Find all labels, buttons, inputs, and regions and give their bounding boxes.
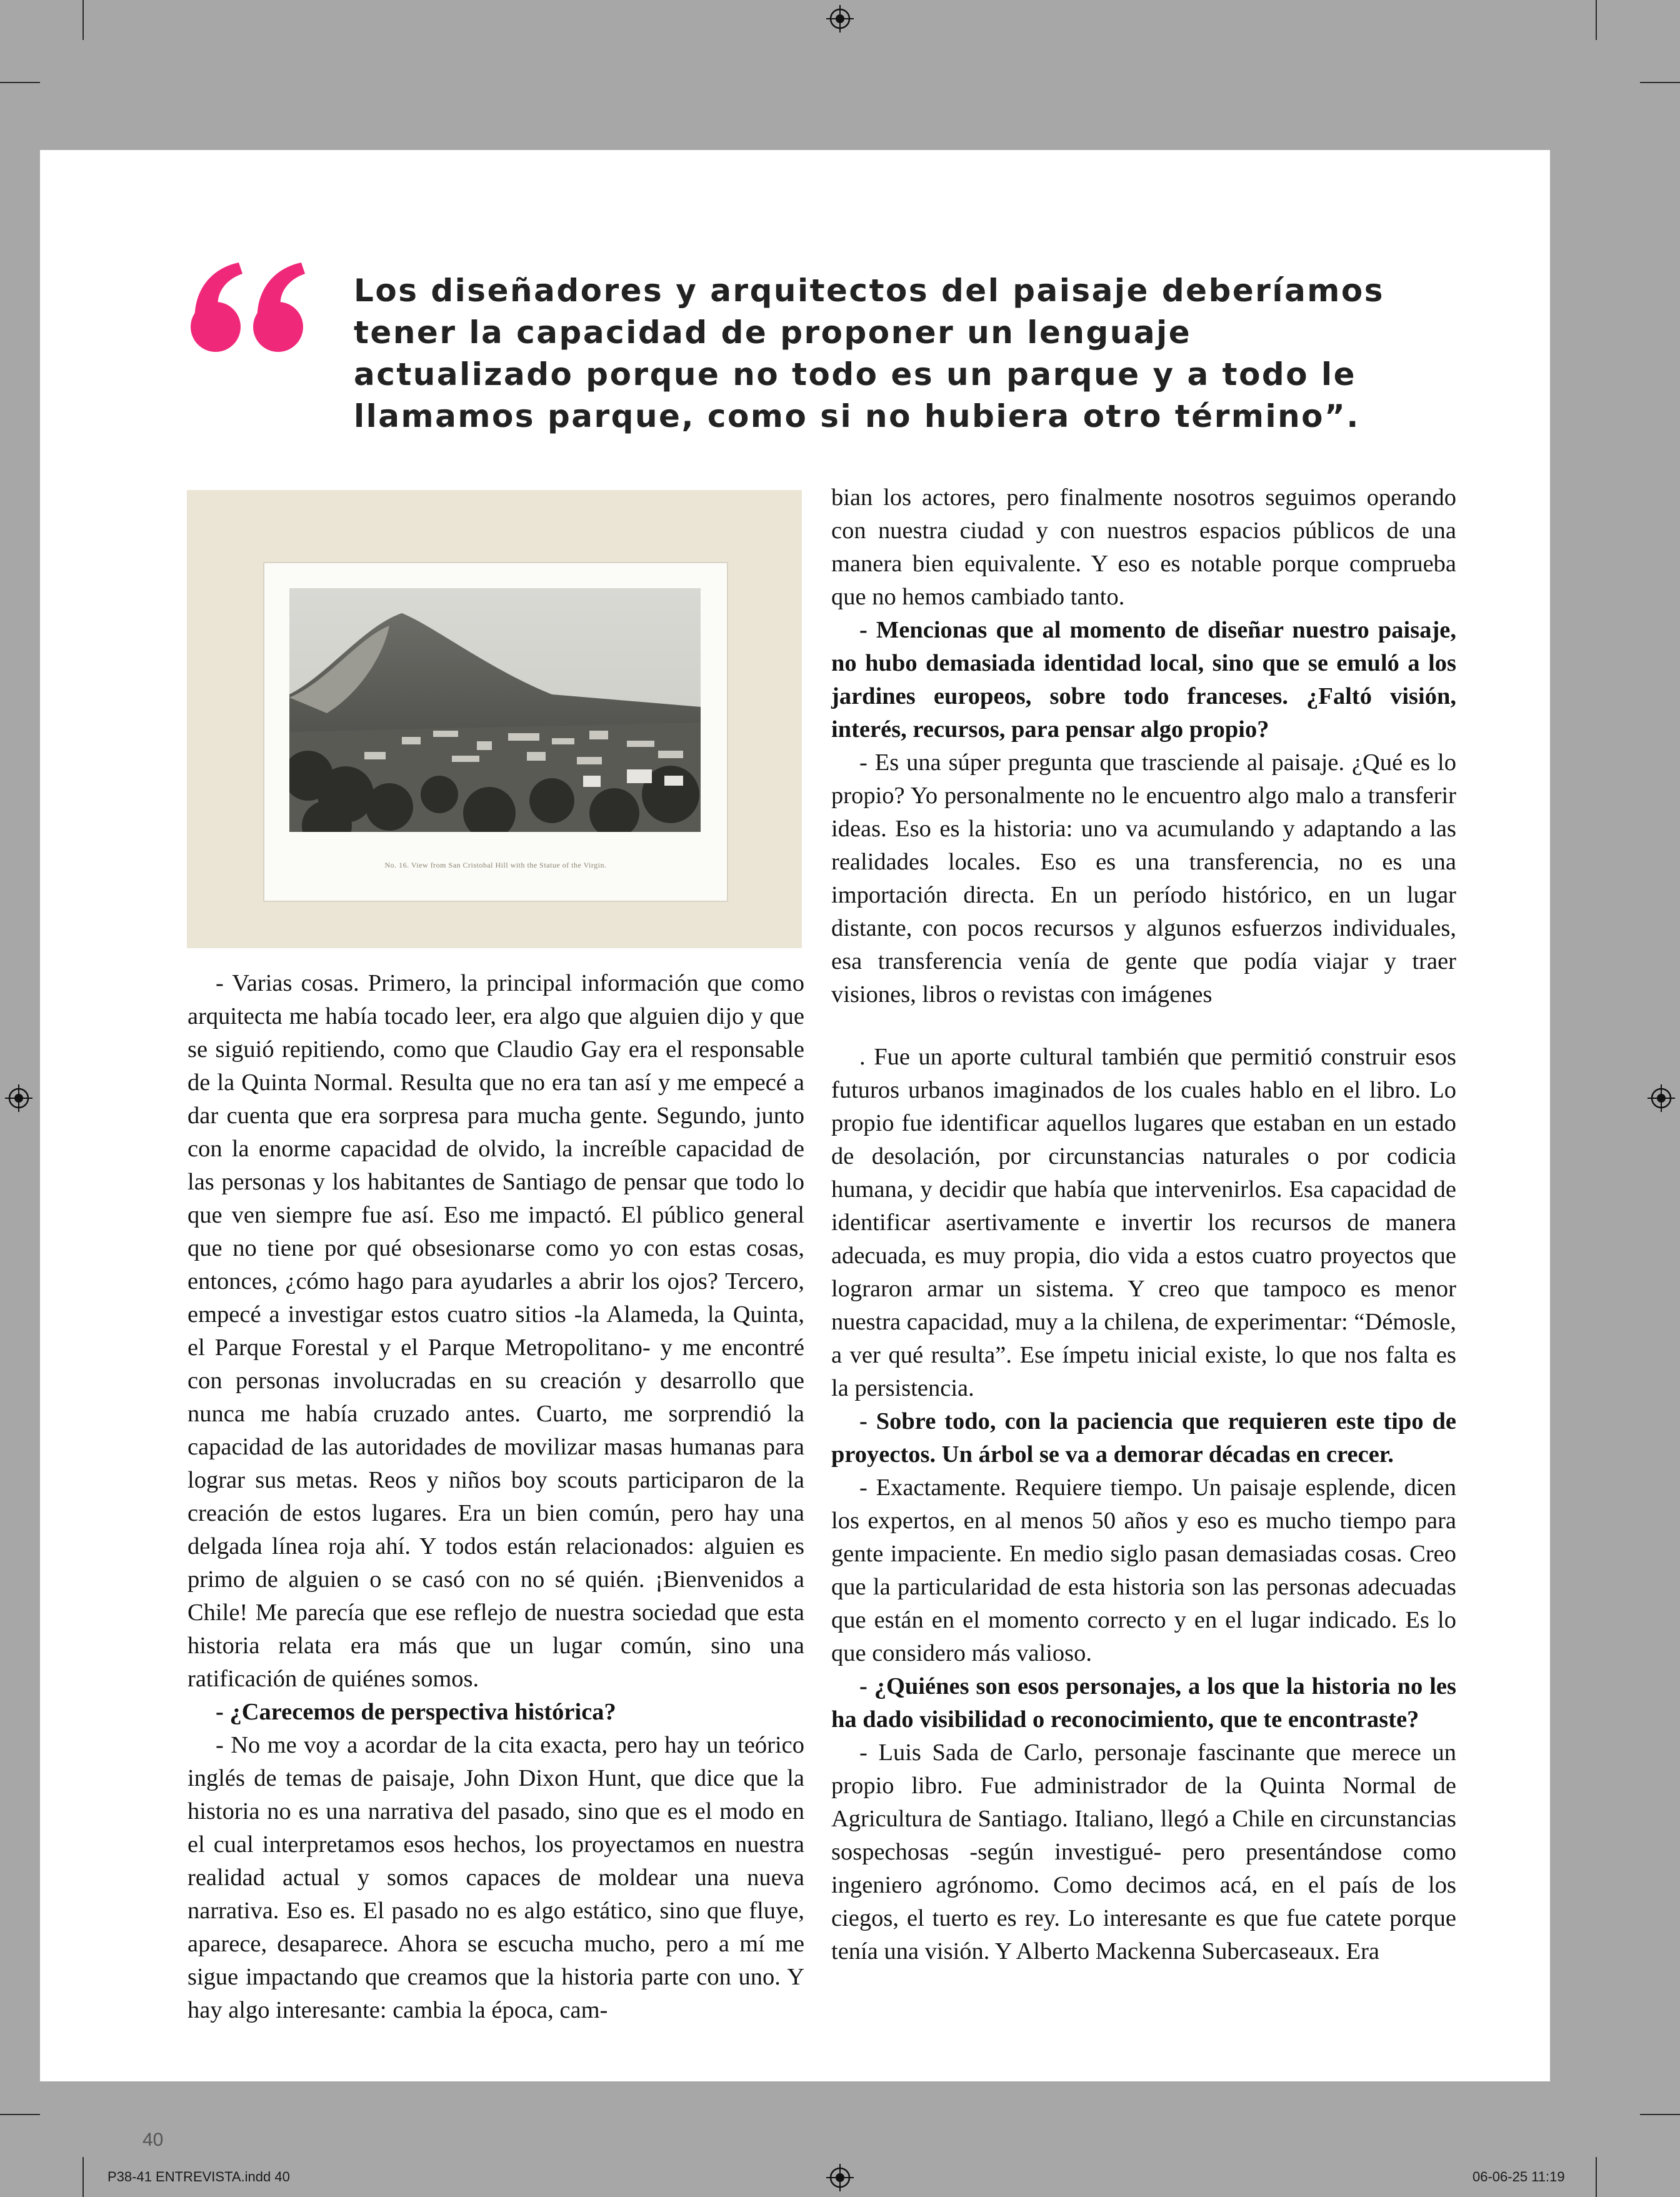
answer-paragraph: - Es una súper pregunta que trasciende al paisaje. ¿Qué es lo propio? Yo personalmente no le encuentro algo malo a transferir ideas. Eso es la historia: uno va acumulando y adaptando a las realidades locales. Eso es una transferencia, no es una importación directa. En un período histórico, en un lugar distante, con pocos recursos y algunos esfuerzos individuales, esa transferencia venía de gente que podía viajar y traer visiones, libros o revistas con imágenes xyxy=(831,749,1456,1008)
answer-paragraph: - No me voy a acordar de la cita exacta, pero hay un teórico inglés de temas de paisaje, John Dixon Hunt, que dice que la historia no es una narrativa del pasado, sino que es el modo en el cual interpretamos esos hechos, los proyectamos en nuestra realidad actual y somos capaces de moldear una nueva narrativa. Eso es. El pasado no es algo estático, sino que fluye, aparece, desaparece. Ahora se escucha mucho, pero a mí me sigue impactando que creamos que la historia parte con uno. Y hay algo interesante: cambia la época, cam- xyxy=(188,1732,804,2023)
answer-paragraph: bian los actores, pero finalmente nosotros seguimos operando con nuestra ciudad y con nuestros espacios públicos de una manera bien equivalente. Y eso es notable porque comprueba que no hemos cambiado tanto. xyxy=(831,484,1456,610)
photo-caption: No. 16. View from San Cristobal Hill with the Statue of the Virgin. xyxy=(384,861,607,869)
question-paragraph: - ¿Quiénes son esos personajes, a los que la historia no les ha dado visibilidad o reconocimiento, que te encontraste? xyxy=(831,1673,1456,1733)
registration-mark-icon xyxy=(1648,1084,1675,1112)
quote-mark-icon xyxy=(188,261,306,355)
historic-photo xyxy=(187,490,802,948)
answer-paragraph: - Luis Sada de Carlo, personaje fascinante que merece un propio libro. Fue administrador de la Quinta Normal de Agricultura de Santiago. Italiano, llegó a Chile en circunstancias sospechosas -según investigué- pero presentándose como ingeniero agrónomo. Como decimos acá, en el país de los ciegos, el tuerto es rey. Lo interesante es que fue catete porque tenía una visión. Y Alberto Mackenna Subercaseaux. Era xyxy=(831,1739,1456,1964)
pull-quote: Los diseñadores y arquitectos del paisaje deberíamos tener la capacidad de proponer un lenguaje actualizado porque no todo es un parque y a todo le llamamos parque, como si no hubiera otro término”. xyxy=(354,273,1385,434)
answer-paragraph: . Fue un aporte cultural también que permitió construir esos futuros urbanos imaginados de los cuales hablo en el libro. Lo propio fue identificar aquellos lugares que estaban en un estado de desolación, por circunstancias naturales o por codicia humana, y decidir que había que intervenirlos. Esa capacidad de identificar asertivamente e invertir los recursos de manera adecuada, es muy propia, dio vida a estos cuatro proyectos que lograron armar un sistema. Y creo que tampoco es menor nuestra capacidad, muy a la chilena, de experimentar: “Démosle, a ver qué resulta”. Ese ímpetu inicial existe, lo que nos falta es la persistencia. xyxy=(831,1044,1456,1401)
crop-mark xyxy=(0,82,40,83)
slug-filename: P38-41 ENTREVISTA.indd 40 xyxy=(108,2169,290,2184)
question-paragraph: - Sobre todo, con la paciencia que requieren este tipo de proyectos. Un árbol se va a demorar décadas en crecer. xyxy=(831,1408,1456,1468)
crop-mark xyxy=(1640,2114,1680,2115)
registration-mark-icon xyxy=(826,2164,854,2191)
right-column-top xyxy=(831,481,1456,1011)
photo-mat xyxy=(264,563,727,901)
answer-paragraph: - Exactamente. Requiere tiempo. Un paisaje esplende, dicen los expertos, en al menos 50 años y eso es mucho tiempo para gente impaciente. En medio siglo pasan demasiadas cosas. Creo que la particularidad de esta historia son las personas adecuadas que están en el momento correcto y en el lugar indicado. Es lo que considero más valioso. xyxy=(831,1474,1456,1666)
crop-mark xyxy=(0,2114,40,2115)
crop-mark xyxy=(1596,2157,1597,2197)
registration-mark-icon xyxy=(826,5,854,33)
crop-mark xyxy=(82,0,84,40)
crop-mark xyxy=(1596,0,1597,40)
left-column xyxy=(188,967,804,2027)
crop-mark xyxy=(82,2157,84,2197)
crop-mark xyxy=(1640,82,1680,83)
hill-landscape-image xyxy=(289,588,701,832)
right-column-bottom xyxy=(831,1041,1456,1968)
answer-paragraph: - Varias cosas. Primero, la principal información que como arquitecta me había tocado leer, era algo que alguien dijo y que se siguió repitiendo, como que Claudio Gay era el responsable de la Quinta Normal. Resulta que no era tan así y me empecé a dar cuenta que era sorpresa para mucha gente. Segundo, junto con la enorme capacidad de olvido, la increíble capacidad de las personas y los habitantes de Santiago de pensar que todo lo que ven siempre fue así. Eso me impactó. El público general que no tiene por qué obsesionarse como yo con estas cosas, entonces, ¿cómo hago para ayudarles a abrir los ojos? Tercero, empecé a investigar estos cuatro sitios -la Alameda, la Quinta, el Parque Forestal y el Parque Metropolitano- y me encontré con personas involucradas en su creación y desarrollo que nunca me había cruzado antes. Cuarto, me sorprendió la capacidad de las autoridades de movilizar masas humanas para lograr sus metas. Reos y niños boy scouts participaron de la creación de estos lugares. Era un bien común, pero hay una delgada línea roja ahí. Y todos están relacionados: alguien es primo de alguien o se casó con no sé quién. ¡Bienvenidos a Chile! Me parecía que ese reflejo de nuestra sociedad que esta historia relata era más que un lugar común, sino una ratificación de quiénes somos. xyxy=(188,970,804,1692)
question-paragraph: - Mencionas que al momento de diseñar nuestro paisaje, no hubo demasiada identidad local, sino que se emuló a los jardines europeos, sobre todo franceses. ¿Faltó visión, interés, recursos, para pensar algo propio? xyxy=(831,617,1456,743)
registration-mark-icon xyxy=(5,1084,32,1112)
slug-timestamp: 06-06-25 11:19 xyxy=(1472,2169,1565,2184)
question-paragraph: - ¿Carecemos de perspectiva histórica? xyxy=(216,1699,616,1725)
page-number: 40 xyxy=(142,2129,164,2150)
